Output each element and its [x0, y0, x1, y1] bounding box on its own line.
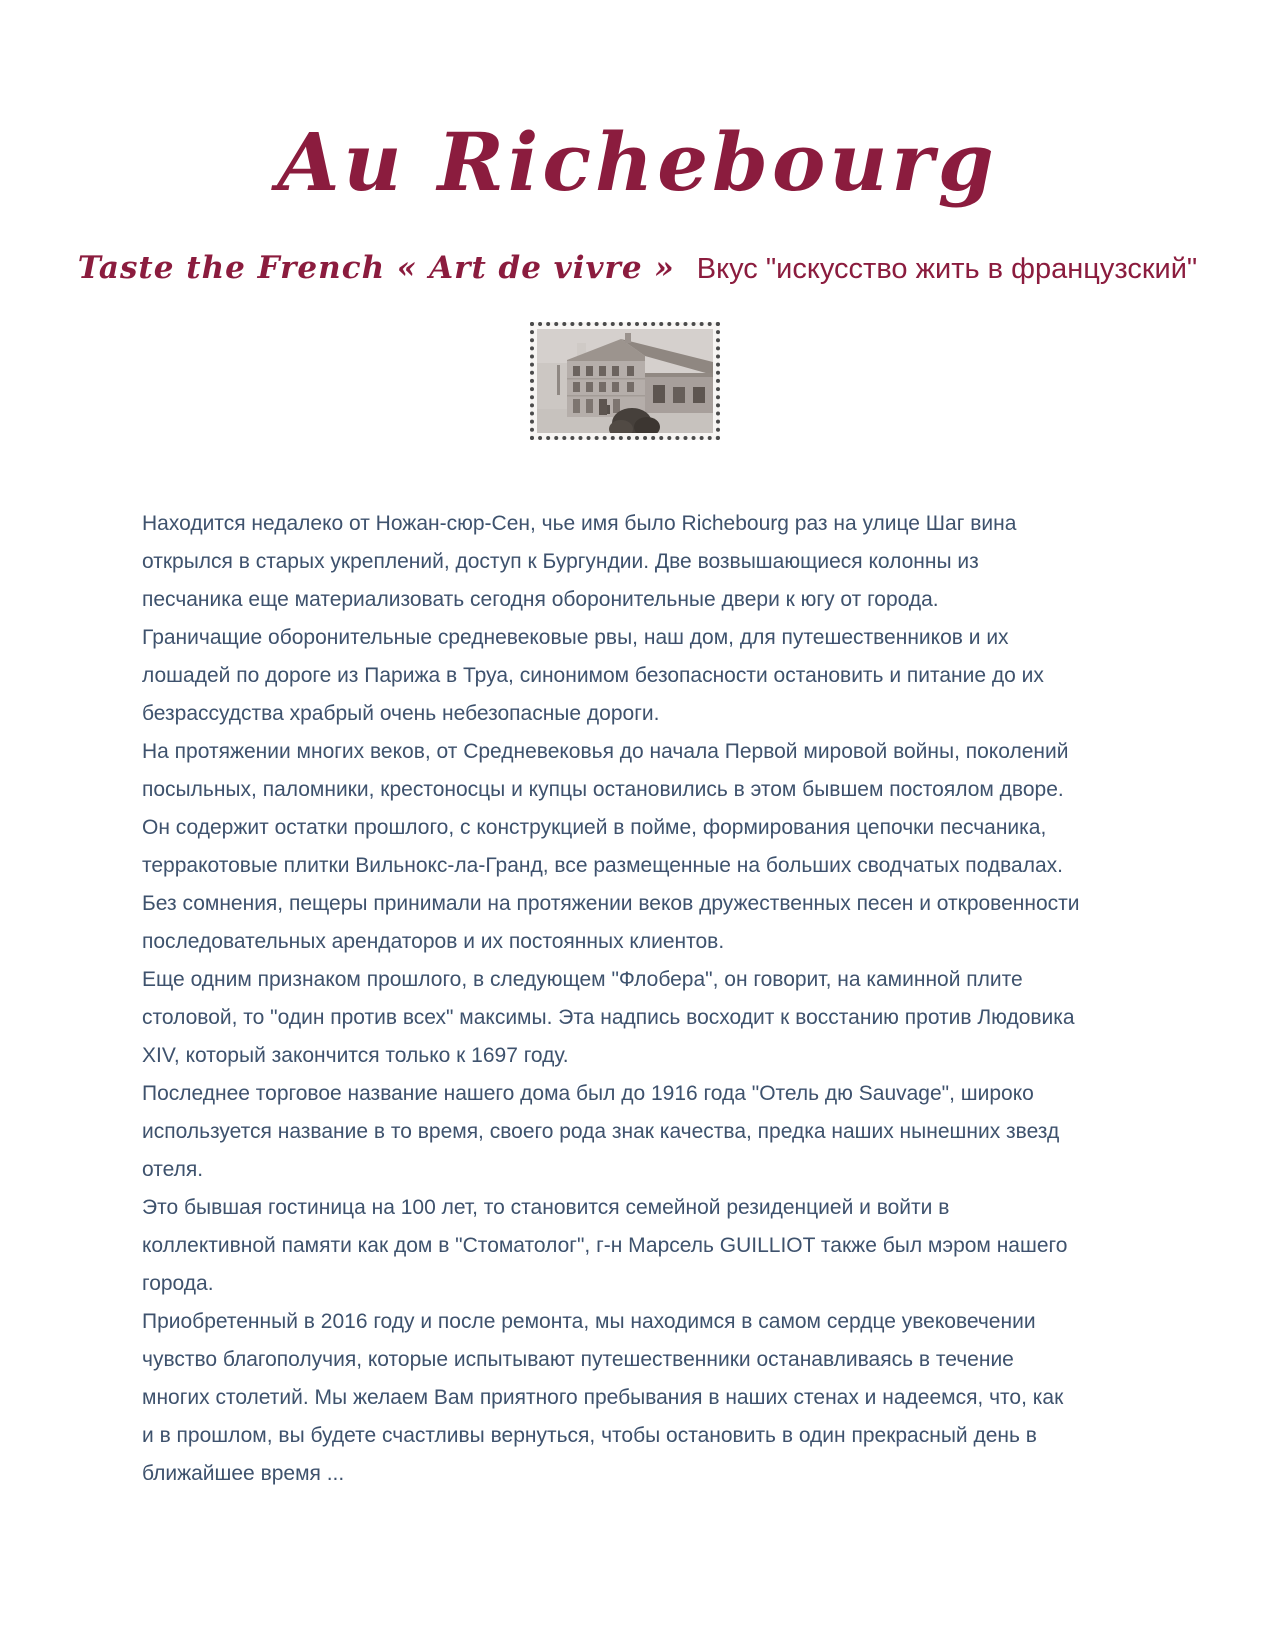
body-line: Граничащие оборонительные средневековые рвы, наш дом, для путешественников и их	[142, 626, 1009, 649]
body-line: отеля.	[142, 1158, 204, 1181]
subtitle-french: Taste the French « Art de vivre »	[77, 250, 675, 286]
body-text	[142, 505, 1087, 1493]
body-line: Он содержит остатки прошлого, с конструкцией в пойме, формирования цепочки песчаника,	[142, 816, 1047, 839]
body-line: лошадей по дороге из Парижа в Труа, синонимом безопасности остановить и питание до их	[142, 664, 1044, 687]
body-line: открылся в старых укреплений, доступ к Бургундии. Две возвышающиеся колонны из	[142, 550, 979, 573]
subtitle-russian: Вкус "искусство жить в французский"	[696, 253, 1198, 285]
photo-row	[0, 322, 1275, 440]
body-line: Это бывшая гостиница на 100 лет, то становится семейной резиденцией и войти в	[142, 1196, 950, 1219]
body-line: Приобретенный в 2016 году и после ремонта, мы находимся в самом сердце увековечении	[142, 1310, 1036, 1333]
body-line: столовой, то "один против всех" максимы. Эта надпись восходит к восстанию против Людовика	[142, 1006, 1075, 1029]
hotel-photo	[530, 322, 720, 440]
body-line: На протяжении многих веков, от Средневековья до начала Первой мировой войны, поколений	[142, 740, 1069, 763]
historic-building-photo-icon	[537, 329, 713, 433]
body-line: безрассудства храбрый очень небезопасные дороги.	[142, 702, 660, 725]
page-title: Au Richebourg	[277, 115, 998, 209]
body-line: Находится недалеко от Ножан-сюр-Сен, чье имя было Richebourg раз на улице Шаг вина	[142, 512, 1017, 535]
body-line: и в прошлом, вы будете счастливы вернуться, чтобы остановить в один прекрасный день в	[142, 1424, 1037, 1447]
body-line: чувство благополучия, которые испытывают путешественники останавливаясь в течение	[142, 1348, 1014, 1371]
body-line: песчаника еще материализовать сегодня оборонительные двери к югу от города.	[142, 588, 939, 611]
body-line: города.	[142, 1272, 214, 1295]
body-line: коллективной памяти как дом в "Стоматолог", г-н Марсель GUILLIOT также был мэром нашего	[142, 1234, 1068, 1257]
body-line: используется название в то время, своего рода знак качества, предка наших нынешних звезд	[142, 1120, 1060, 1143]
body-line: терракотовые плитки Вильнокс-ла-Гранд, все размещенные на больших сводчатых подвалах.	[142, 854, 1064, 877]
body-line: посыльных, паломники, крестоносцы и купцы остановились в этом бывшем постоялом дворе.	[142, 778, 1064, 801]
body-line: многих столетий. Мы желаем Вам приятного пребывания в наших стенах и надеемся, что, как	[142, 1386, 1064, 1409]
body-line: ближайшее время ...	[142, 1462, 345, 1485]
body-line: XIV, который закончится только к 1697 году.	[142, 1044, 569, 1067]
body-line: Последнее торговое название нашего дома был до 1916 года "Отель дю Sauvage", широко	[142, 1082, 1034, 1105]
body-line: Без сомнения, пещеры принимали на протяжении веков дружественных песен и откровенности	[142, 892, 1080, 915]
body-line: Еще одним признаком прошлого, в следующем "Флобера", он говорит, на каминной плите	[142, 968, 1023, 991]
subtitle	[0, 250, 1275, 286]
body-line: последовательных арендаторов и их постоянных клиентов.	[142, 930, 725, 953]
